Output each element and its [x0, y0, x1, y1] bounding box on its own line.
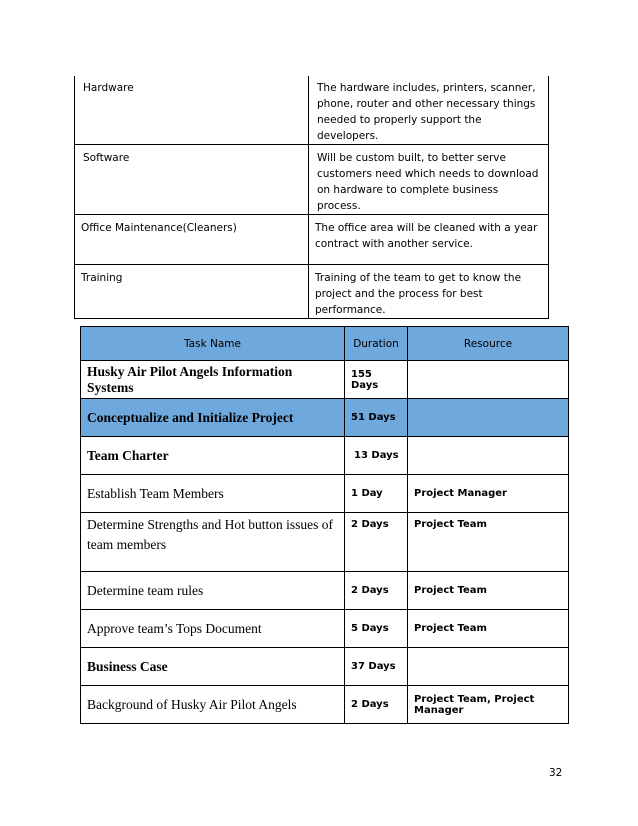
task-resource: [408, 437, 569, 475]
resource-description: Training of the team to get to know the project and the process for best performance.: [309, 265, 549, 319]
resource-item: Training: [75, 265, 309, 319]
resource-item: Office Maintenance(Cleaners): [75, 215, 309, 265]
task-row: [81, 437, 569, 475]
task-name: Background of Husky Air Pilot Angels: [81, 686, 345, 724]
task-name: Husky Air Pilot Angels Information Systems: [81, 361, 345, 399]
task-row: [81, 513, 569, 572]
task-duration: 5 Days: [345, 610, 408, 648]
page-number: 32: [549, 767, 563, 779]
task-resource: Project Team, Project Manager: [408, 686, 569, 724]
task-name-header: Task Name: [81, 327, 345, 361]
resource-item: Hardware: [75, 76, 309, 145]
task-name: Team Charter: [81, 437, 345, 475]
task-name: Determine team rules: [81, 572, 345, 610]
task-resource: Project Manager: [408, 475, 569, 513]
task-resource: Project Team: [408, 513, 569, 572]
task-row: [81, 686, 569, 724]
task-name: Establish Team Members: [81, 475, 345, 513]
task-row: [81, 361, 569, 399]
resource-description: The hardware includes, printers, scanner, phone, router and other necessary things needed to properly support the developers.: [309, 76, 549, 145]
task-name: Determine Strengths and Hot button issues of team members: [81, 513, 345, 572]
duration-header: Duration: [345, 327, 408, 361]
resource-row: [75, 76, 549, 145]
resource-row: [75, 265, 549, 319]
task-name: Approve team’s Tops Document: [81, 610, 345, 648]
resource-item: Software: [75, 145, 309, 215]
task-row: [81, 610, 569, 648]
task-resource: [408, 361, 569, 399]
task-duration: 2 Days: [345, 686, 408, 724]
task-duration: 13 Days: [345, 437, 408, 475]
task-name: Business Case: [81, 648, 345, 686]
task-duration: 51 Days: [345, 399, 408, 437]
task-duration: 2 Days: [345, 572, 408, 610]
task-table-header: [81, 327, 569, 361]
task-row: [81, 399, 569, 437]
task-duration: 1 Day: [345, 475, 408, 513]
task-row: [81, 572, 569, 610]
task-resource: Project Team: [408, 572, 569, 610]
task-name: Conceptualize and Initialize Project: [81, 399, 345, 437]
task-duration: 155 Days: [345, 361, 408, 399]
resource-row: [75, 215, 549, 265]
resource-description: The office area will be cleaned with a year contract with another service.: [309, 215, 549, 265]
task-resource: [408, 648, 569, 686]
task-row: [81, 648, 569, 686]
task-duration: 2 Days: [345, 513, 408, 572]
resource-header: Resource: [408, 327, 569, 361]
resource-row: [75, 145, 549, 215]
task-resource: Project Team: [408, 610, 569, 648]
task-duration: 37 Days: [345, 648, 408, 686]
task-table: [80, 326, 569, 724]
resource-description: Will be custom built, to better serve customers need which needs to download on hardware to complete business process.: [309, 145, 549, 215]
resource-table: [74, 76, 549, 319]
task-resource: [408, 399, 569, 437]
task-row: [81, 475, 569, 513]
